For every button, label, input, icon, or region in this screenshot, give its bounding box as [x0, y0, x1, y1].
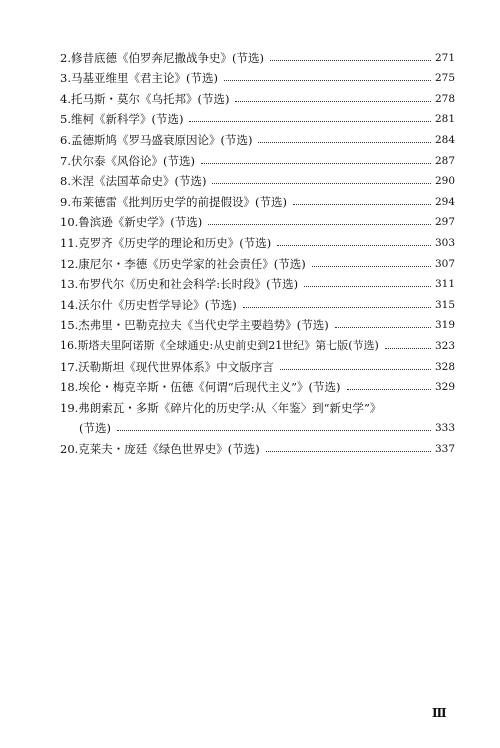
entry-title: 米涅《法国革命史》(节选): [70, 174, 207, 189]
entry-number: 16.: [60, 338, 78, 352]
toc-entry-continuation[interactable]: [60, 415, 455, 436]
toc-entry[interactable]: [60, 312, 455, 333]
page-folio: Ⅲ: [432, 706, 447, 720]
entry-title: 克罗齐《历史学的理论和历史》(节选): [78, 235, 272, 250]
entry-title: 修昔底德《伯罗奔尼撒战争史》(节选): [70, 50, 264, 65]
dot-leader: [304, 286, 431, 287]
entry-title: 马基亚维里《君主论》(节选): [70, 71, 218, 86]
toc-entry[interactable]: [60, 65, 455, 86]
entry-title: 维柯《新科学》(节选): [70, 112, 184, 127]
toc-entry[interactable]: [60, 394, 455, 415]
entry-page: 278: [434, 92, 455, 105]
entry-page: 287: [434, 154, 455, 167]
dot-leader: [293, 204, 431, 205]
entry-title: 孟德斯鸠《罗马盛衰原因论》(节选): [70, 132, 253, 147]
toc-entry[interactable]: [60, 353, 455, 374]
entry-page: 329: [434, 381, 455, 394]
entry-page: 311: [434, 278, 455, 291]
dot-leader: [208, 224, 431, 225]
toc-entry[interactable]: [60, 106, 455, 127]
entry-title: 康尼尔・李德《历史学家的社会责任》(节选): [78, 256, 306, 271]
entry-number: 11.: [60, 235, 79, 250]
entry-title: 托马斯・莫尔《乌托邦》(节选): [70, 91, 230, 106]
entry-number: 15.: [60, 318, 79, 333]
dot-leader: [258, 142, 430, 143]
table-of-contents: [60, 44, 455, 456]
dot-leader: [212, 183, 430, 184]
entry-number: 6.: [60, 132, 71, 147]
entry-number: 12.: [60, 256, 79, 271]
entry-number: 3.: [60, 71, 71, 86]
entry-number: 5.: [60, 112, 71, 127]
entry-page: 297: [434, 216, 455, 229]
entry-title: 克莱夫・庞廷《绿色世界史》(节选): [78, 441, 260, 456]
entry-page: 328: [434, 360, 455, 373]
dot-leader: [235, 101, 430, 102]
toc-entry[interactable]: [60, 250, 455, 271]
toc-entry[interactable]: [60, 126, 455, 147]
entry-page: 319: [434, 319, 455, 332]
entry-title: 沃勒斯坦《现代世界体系》中文版序言: [78, 359, 274, 374]
toc-entry[interactable]: [60, 147, 455, 168]
toc-entry[interactable]: [60, 271, 455, 292]
entry-page: 307: [434, 257, 455, 270]
dot-leader: [189, 121, 430, 122]
toc-entry[interactable]: [60, 435, 455, 456]
entry-page: 275: [434, 72, 455, 85]
entry-page: 303: [434, 236, 455, 249]
dot-leader: [117, 430, 431, 431]
entry-number: 13.: [60, 277, 79, 292]
entry-title: 斯塔夫里阿诺斯《全球通史:从史前史到21世纪》第七版(节选): [77, 338, 379, 352]
entry-number: 18.: [60, 380, 79, 395]
entry-title: 沃尔什《历史哲学导论》(节选): [78, 297, 237, 312]
toc-entry[interactable]: [60, 374, 455, 395]
entry-page: 315: [434, 298, 455, 311]
dot-leader: [243, 307, 431, 308]
toc-entry[interactable]: [60, 85, 455, 106]
entry-page: 281: [434, 113, 455, 126]
dot-leader: [347, 389, 431, 390]
entry-title: 鲁滨逊《新史学》(节选): [78, 215, 203, 230]
entry-title: 布莱德雷《批判历史学的前提假设》(节选): [70, 194, 287, 209]
entry-number: 9.: [60, 194, 71, 209]
entry-number: 7.: [60, 153, 71, 168]
toc-entry[interactable]: [60, 168, 455, 189]
entry-page: 290: [434, 175, 455, 188]
dot-leader: [201, 163, 431, 164]
dot-leader: [312, 266, 431, 267]
entry-title: 弗朗索瓦・多斯《碎片化的历史学:从〈年鉴〉到“新史学”》: [78, 400, 382, 415]
entry-page: 284: [434, 133, 455, 146]
entry-title: 布罗代尔《历史和社会科学:长时段》(节选): [78, 277, 299, 292]
entry-number: 10.: [60, 215, 79, 230]
dot-leader: [224, 80, 431, 81]
toc-entry[interactable]: [60, 44, 455, 65]
toc-entry[interactable]: [60, 188, 455, 209]
entry-page: 333: [434, 422, 455, 435]
entry-number: 4.: [60, 91, 71, 106]
dot-leader: [385, 348, 431, 349]
entry-number: 19.: [60, 400, 79, 415]
toc-entry[interactable]: [60, 229, 455, 250]
toc-entry[interactable]: [60, 291, 455, 312]
entry-title: (节选): [79, 421, 111, 436]
toc-entry[interactable]: [60, 209, 455, 230]
entry-page: 271: [434, 51, 455, 64]
entry-number: 8.: [60, 174, 71, 189]
dot-leader: [277, 245, 431, 246]
toc-entry[interactable]: [60, 332, 455, 353]
entry-number: 2.: [60, 50, 71, 65]
dot-leader: [266, 451, 431, 452]
entry-page: 323: [434, 339, 455, 352]
dot-leader: [335, 327, 431, 328]
entry-number: 20.: [60, 441, 79, 456]
entry-page: 294: [434, 195, 455, 208]
entry-title: 埃伦・梅克辛斯・伍德《何谓“后现代主义”》(节选): [78, 380, 341, 395]
entry-title: 杰弗里・巴勒克拉夫《当代史学主要趋势》(节选): [78, 318, 329, 333]
dot-leader: [280, 369, 431, 370]
entry-page: 337: [434, 442, 455, 455]
entry-number: 17.: [60, 359, 79, 374]
entry-title: 伏尔泰《风俗论》(节选): [70, 153, 195, 168]
dot-leader: [270, 60, 431, 61]
entry-number: 14.: [60, 297, 79, 312]
